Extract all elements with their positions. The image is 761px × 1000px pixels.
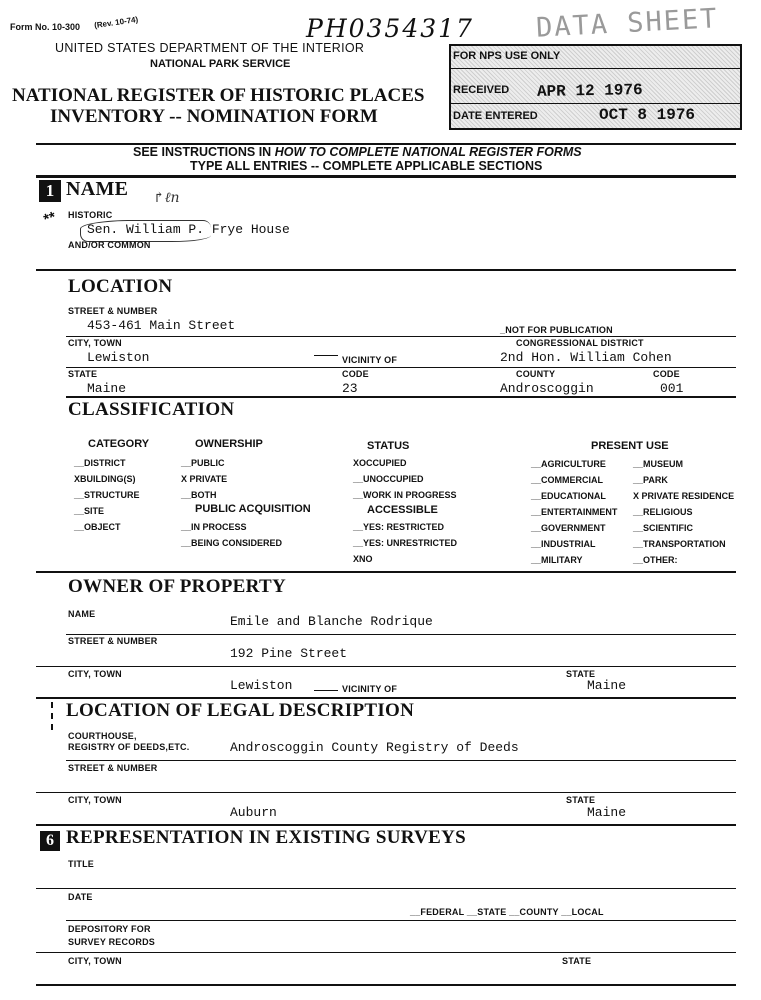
service-name: NATIONAL PARK SERVICE [150,58,291,70]
section-number-1: 1 [39,180,61,202]
legal-street-label: STREET & NUMBER [68,763,158,773]
divider [36,175,736,178]
form-title-line1: NATIONAL REGISTER OF HISTORIC PLACES [12,85,425,106]
margin-mark [51,702,53,730]
accessible-no: XNO [353,554,373,564]
divider [66,634,736,635]
survey-title-label: TITLE [68,859,94,869]
owner-name-value: Emile and Blanche Rodrique [230,614,433,629]
section-number-6: 6 [40,831,60,851]
use-park: __PARK [633,475,668,485]
divider [36,984,736,986]
category-buildings: XBUILDING(S) [74,474,136,484]
owner-state-label: STATE [566,669,596,679]
historic-name-value: Sen. William P. Frye House [87,222,290,237]
vicinity-blank [314,355,338,356]
city-town-value: Lewiston [87,350,150,365]
use-museum: __MUSEUM [633,459,684,469]
courthouse-label-line1: COURTHOUSE, [68,731,137,741]
common-name-label: AND/OR COMMON [68,240,151,250]
owner-vicinity-label: VICINITY OF [342,684,398,694]
use-commercial: __COMMERCIAL [531,475,604,485]
received-date: APR 12 1976 [536,81,643,101]
owner-heading: OWNER OF PROPERTY [68,576,287,597]
handwritten-initials: ↱ℓn [153,190,180,206]
owner-city-value: Lewiston [230,678,293,693]
owner-state-value: Maine [587,678,627,693]
depository-label-line2: SURVEY RECORDS [68,937,155,947]
status-work-in-progress: __WORK IN PROGRESS [353,490,457,500]
divider [36,697,736,699]
use-scientific: __SCIENTIFIC [633,523,694,533]
nps-use-label: FOR NPS USE ONLY [453,50,561,62]
ownership-both: __BOTH [181,490,217,500]
legal-state-value: Maine [587,805,627,820]
owner-street-label: STREET & NUMBER [68,636,158,646]
acquisition-being-considered: __BEING CONSIDERED [181,538,283,548]
classification-heading: CLASSIFICATION [68,399,235,420]
data-sheet-stamp: DATA SHEET [535,3,720,44]
county-label: COUNTY [516,369,556,379]
vicinity-label: VICINITY OF [342,355,398,365]
divider [36,888,736,889]
nps-use-box [449,44,742,130]
street-number-label: STREET & NUMBER [68,306,158,316]
use-religious: __RELIGIOUS [633,507,693,517]
use-agriculture: __AGRICULTURE [531,459,606,469]
divider [36,269,736,271]
courthouse-label-line2: REGISTRY OF DEEDS,ETC. [68,742,190,752]
use-private-residence: X PRIVATE RESIDENCE [633,491,735,501]
instructions-line1: SEE INSTRUCTIONS IN HOW TO COMPLETE NATIONAL REGISTER FORMS [133,145,582,159]
use-educational: __EDUCATIONAL [531,491,606,501]
street-number-value: 453-461 Main Street [87,318,236,333]
legal-city-value: Auburn [230,805,277,820]
owner-city-label: CITY, TOWN [68,669,122,679]
use-military: __MILITARY [531,555,583,565]
divider [36,666,736,667]
legal-state-label: STATE [566,795,596,805]
state-code-value: 23 [342,381,358,396]
use-transportation: __TRANSPORTATION [633,539,726,549]
date-entered-label: DATE ENTERED [453,110,538,122]
acquisition-in-process: __IN PROCESS [181,522,247,532]
use-other: __OTHER: [633,555,678,565]
survey-state-label: STATE [562,956,592,966]
category-site: __SITE [74,506,105,516]
accessible-restricted: __YES: RESTRICTED [353,522,445,532]
legal-city-label: CITY, TOWN [68,795,122,805]
congressional-district-label: CONGRESSIONAL DISTRICT [516,338,644,348]
legal-description-heading: LOCATION OF LEGAL DESCRIPTION [66,700,415,721]
vicinity-blank [314,690,338,691]
state-label: STATE [68,369,98,379]
category-object: __OBJECT [74,522,121,532]
use-government: __GOVERNMENT [531,523,606,533]
form-number: Form No. 10-300 [10,22,81,32]
divider [66,760,736,761]
county-value: Androscoggin [500,381,594,396]
divider [66,920,736,921]
depository-label-line1: DEPOSITORY FOR [68,924,151,934]
surveys-heading: REPRESENTATION IN EXISTING SURVEYS [66,827,467,848]
divider [66,396,736,398]
status-heading: STATUS [367,440,410,452]
owner-street-value: 192 Pine Street [230,646,348,661]
divider [36,824,736,826]
state-code-label: CODE [342,369,369,379]
status-unoccupied: __UNOCCUPIED [353,474,424,484]
form-revision: (Rev. 10-74) [93,14,139,31]
ownership-heading: OWNERSHIP [195,438,263,450]
date-entered-value: OCT 8 1976 [599,106,696,124]
ownership-private: X PRIVATE [181,474,228,484]
public-acquisition-heading: PUBLIC ACQUISITION [195,503,311,515]
use-industrial: __INDUSTRIAL [531,539,596,549]
department-name: UNITED STATES DEPARTMENT OF THE INTERIOR [55,41,365,55]
divider [66,367,736,368]
status-occupied: XOCCUPIED [353,458,407,468]
use-entertainment: __ENTERTAINMENT [531,507,618,517]
accessible-heading: ACCESSIBLE [367,504,438,516]
county-code-label: CODE [653,369,680,379]
not-for-publication-label: _NOT FOR PUBLICATION [500,325,613,335]
courthouse-value: Androscoggin County Registry of Deeds [230,740,519,755]
divider [66,336,736,337]
survey-city-label: CITY, TOWN [68,956,122,966]
city-town-label: CITY, TOWN [68,338,122,348]
historic-label: HISTORIC [68,210,113,220]
handwritten-asterisks: ** [41,208,59,229]
present-use-heading: PRESENT USE [591,440,669,452]
location-heading: LOCATION [68,276,173,297]
state-value: Maine [87,381,127,396]
survey-date-label: DATE [68,892,93,902]
survey-levels: __FEDERAL __STATE __COUNTY __LOCAL [410,907,604,917]
form-title-line2: INVENTORY -- NOMINATION FORM [50,106,378,127]
name-heading: NAME [66,178,129,200]
divider [36,571,736,573]
accessible-unrestricted: __YES: UNRESTRICTED [353,538,458,548]
congressional-district-value: 2nd Hon. William Cohen [500,350,672,365]
category-district: __DISTRICT [74,458,126,468]
category-heading: CATEGORY [88,438,150,450]
divider [36,952,736,953]
owner-name-label: NAME [68,609,96,619]
instructions-line2: TYPE ALL ENTRIES -- COMPLETE APPLICABLE SECTIONS [190,159,543,173]
category-structure: __STRUCTURE [74,490,140,500]
ownership-public: __PUBLIC [181,458,225,468]
divider [36,792,736,793]
received-label: RECEIVED [453,84,510,96]
county-code-value: 001 [660,381,684,396]
handwritten-reference-number: PH0354317 [306,14,474,43]
handwritten-circle-mark [80,220,211,242]
